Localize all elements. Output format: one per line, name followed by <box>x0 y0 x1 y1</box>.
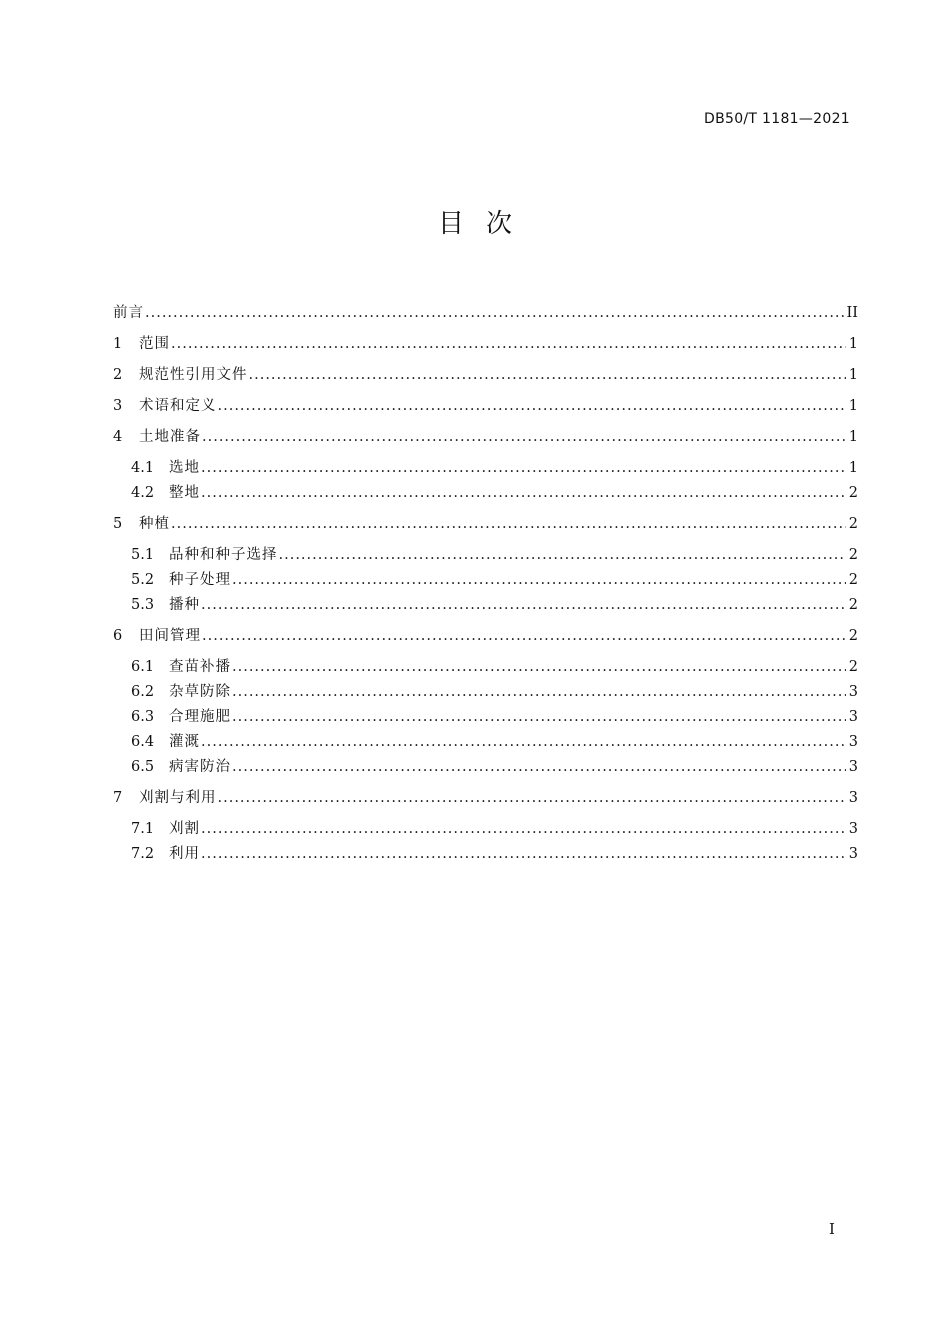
toc-number: 6 <box>113 628 123 644</box>
toc-entry[interactable] <box>113 301 858 326</box>
toc-label: 合理施肥 <box>169 709 231 725</box>
toc-subentry[interactable] <box>113 568 858 593</box>
toc-leader <box>201 730 846 755</box>
toc-label: 灌溉 <box>169 734 200 750</box>
toc-label: 规范性引用文件 <box>139 367 248 383</box>
toc-label: 前言 <box>113 305 144 321</box>
toc-number: 4 <box>113 429 123 445</box>
toc-page: 2 <box>848 572 858 588</box>
toc-label: 杂草防除 <box>169 684 231 700</box>
toc-number: 2 <box>113 367 123 383</box>
toc-label: 选地 <box>169 460 200 476</box>
toc-subentry[interactable] <box>113 481 858 506</box>
toc-entry[interactable] <box>113 363 858 388</box>
toc-subentry[interactable] <box>113 755 858 780</box>
toc-leader <box>249 363 846 388</box>
toc-page: II <box>846 305 858 321</box>
toc-leader <box>202 425 846 450</box>
toc-page: 2 <box>848 485 858 501</box>
toc-label: 整地 <box>169 485 200 501</box>
toc-entry[interactable] <box>113 512 858 537</box>
toc-label: 刈割 <box>169 821 200 837</box>
toc-label: 种植 <box>139 516 170 532</box>
toc-subentry[interactable] <box>113 655 858 680</box>
document-code: DB50/T 1181—2021 <box>704 111 850 127</box>
toc-number: 4.1 <box>131 460 155 476</box>
toc-leader <box>145 301 844 326</box>
toc-title: 目次 <box>437 209 534 239</box>
toc-entry[interactable] <box>113 425 858 450</box>
toc-leader <box>171 332 846 357</box>
toc-entry[interactable] <box>113 624 858 649</box>
toc-page: 3 <box>848 790 858 806</box>
toc-label: 术语和定义 <box>139 398 217 414</box>
table-of-contents <box>113 301 858 867</box>
toc-number: 6.2 <box>131 684 155 700</box>
toc-number: 5.2 <box>131 572 155 588</box>
toc-number: 7.2 <box>131 846 155 862</box>
toc-label: 田间管理 <box>139 628 201 644</box>
toc-entry[interactable] <box>113 394 858 419</box>
toc-page: 1 <box>848 336 858 352</box>
toc-subentry[interactable] <box>113 593 858 618</box>
toc-leader <box>201 842 846 867</box>
toc-page: 1 <box>848 398 858 414</box>
toc-page: 1 <box>848 460 858 476</box>
toc-number: 5.1 <box>131 547 155 563</box>
toc-subentry[interactable] <box>113 817 858 842</box>
toc-leader <box>201 481 846 506</box>
toc-leader <box>232 655 846 680</box>
toc-number: 4.2 <box>131 485 155 501</box>
toc-leader <box>218 786 846 811</box>
toc-leader <box>218 394 846 419</box>
toc-leader <box>171 512 846 537</box>
toc-number: 7 <box>113 790 123 806</box>
toc-leader <box>232 680 846 705</box>
toc-leader <box>201 456 846 481</box>
toc-number: 6.5 <box>131 759 155 775</box>
toc-subentry[interactable] <box>113 543 858 568</box>
toc-number: 5.3 <box>131 597 155 613</box>
toc-subentry[interactable] <box>113 705 858 730</box>
toc-number: 6.1 <box>131 659 155 675</box>
toc-leader <box>202 624 846 649</box>
toc-page: 3 <box>848 821 858 837</box>
toc-number: 5 <box>113 516 123 532</box>
toc-subentry[interactable] <box>113 730 858 755</box>
toc-label: 病害防治 <box>169 759 231 775</box>
toc-page: 3 <box>848 709 858 725</box>
toc-entry[interactable] <box>113 332 858 357</box>
toc-leader <box>232 568 846 593</box>
toc-leader <box>201 817 846 842</box>
toc-page: 2 <box>848 628 858 644</box>
toc-label: 土地准备 <box>139 429 201 445</box>
toc-label: 利用 <box>169 846 200 862</box>
toc-leader <box>201 593 846 618</box>
toc-page: 1 <box>848 367 858 383</box>
toc-label: 查苗补播 <box>169 659 231 675</box>
toc-page: 2 <box>848 659 858 675</box>
toc-page: 3 <box>848 846 858 862</box>
toc-label: 品种和种子选择 <box>169 547 278 563</box>
toc-leader <box>232 755 846 780</box>
toc-leader <box>232 705 846 730</box>
toc-label: 范围 <box>139 336 170 352</box>
toc-subentry[interactable] <box>113 456 858 481</box>
toc-number: 7.1 <box>131 821 155 837</box>
toc-number: 6.4 <box>131 734 155 750</box>
toc-page: 3 <box>848 759 858 775</box>
toc-number: 6.3 <box>131 709 155 725</box>
toc-number: 3 <box>113 398 123 414</box>
toc-page: 1 <box>848 429 858 445</box>
toc-number: 1 <box>113 336 123 352</box>
toc-page: 3 <box>848 684 858 700</box>
toc-label: 刈割与利用 <box>139 790 217 806</box>
toc-page: 2 <box>848 597 858 613</box>
toc-subentry[interactable] <box>113 842 858 867</box>
page-number: I <box>829 1220 835 1238</box>
toc-page: 3 <box>848 734 858 750</box>
toc-leader <box>279 543 846 568</box>
toc-page: 2 <box>848 547 858 563</box>
toc-page: 2 <box>848 516 858 532</box>
toc-label: 种子处理 <box>169 572 231 588</box>
toc-entry[interactable] <box>113 786 858 811</box>
toc-label: 播种 <box>169 597 200 613</box>
toc-subentry[interactable] <box>113 680 858 705</box>
